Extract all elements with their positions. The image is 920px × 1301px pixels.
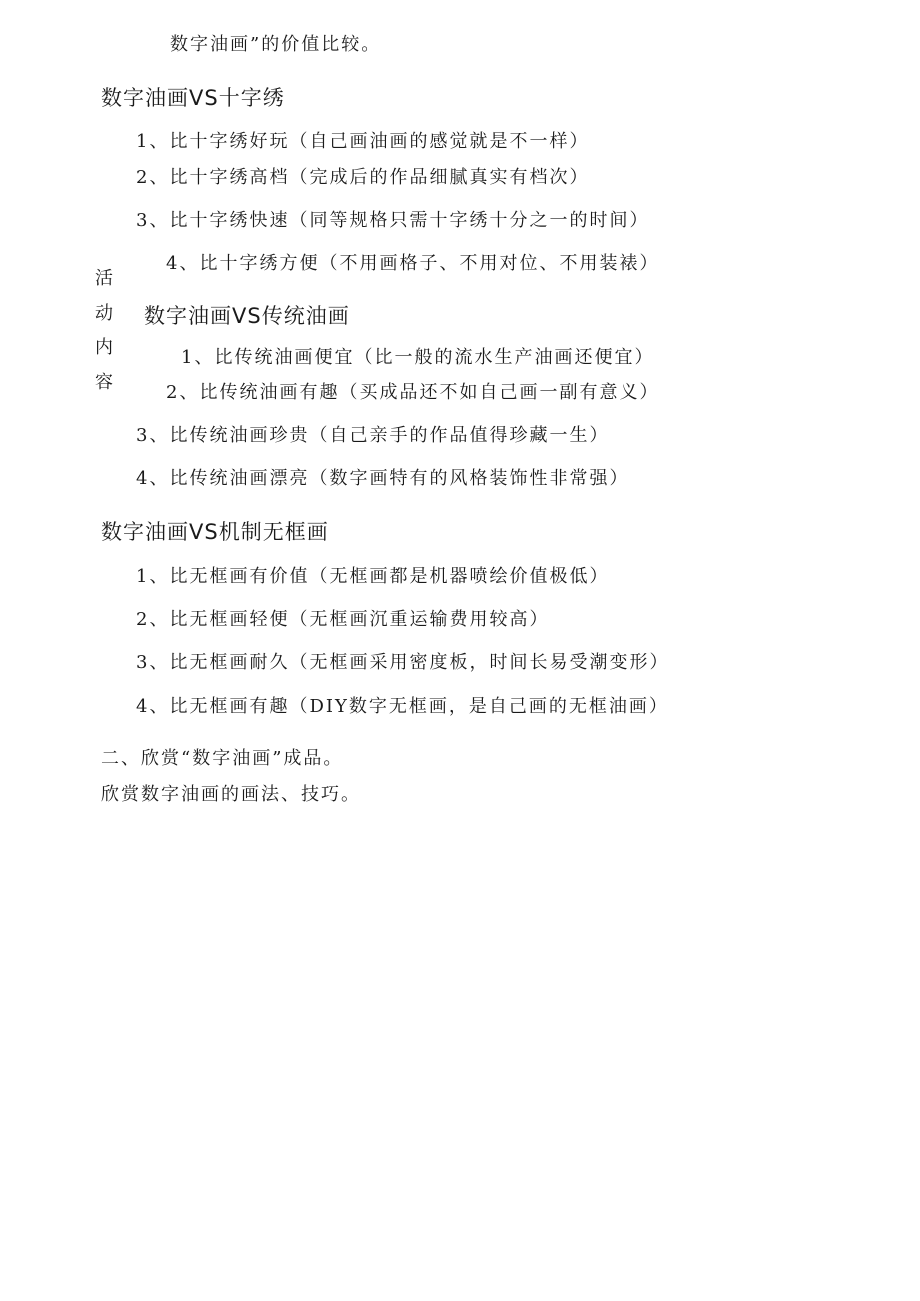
side-label-char: 活 bbox=[95, 268, 113, 289]
list-item: 1、比无框画有价值（无框画都是机器喷绘价值极低） bbox=[136, 566, 610, 587]
part-two-title: 二、欣赏“数字油画”成品。 bbox=[101, 748, 344, 769]
list-item: 4、比十字绣方便（不用画格子、不用对位、不用装裱） bbox=[166, 253, 660, 274]
list-item: 4、比无框画有趣（DIY数字无框画，是自己画的无框油画） bbox=[136, 696, 669, 717]
section-heading-traditional-oil: 数字油画VS传统油画 bbox=[144, 304, 350, 328]
list-item: 4、比传统油画漂亮（数字画特有的风格装饰性非常强） bbox=[136, 468, 630, 489]
activity-content-label bbox=[93, 262, 115, 400]
side-label-char: 内 bbox=[95, 337, 113, 358]
list-item: 1、比传统油画便宜（比一般的流水生产油画还便宜） bbox=[181, 347, 655, 368]
part-two-text: 欣赏数字油画的画法、技巧。 bbox=[101, 784, 361, 805]
section-heading-frameless: 数字油画VS机制无框画 bbox=[101, 520, 329, 544]
side-label-char: 动 bbox=[95, 302, 113, 324]
list-item: 2、比十字绣高档（完成后的作品细腻真实有档次） bbox=[136, 167, 590, 188]
side-label-char: 容 bbox=[95, 371, 113, 393]
list-item: 3、比十字绣快速（同等规格只需十字绣十分之一的时间） bbox=[136, 210, 650, 231]
intro-tail-line: 数字油画”的价值比较。 bbox=[170, 34, 382, 55]
list-item: 3、比传统油画珍贵（自己亲手的作品值得珍藏一生） bbox=[136, 425, 610, 446]
list-item: 2、比无框画轻便（无框画沉重运输费用较高） bbox=[136, 609, 550, 630]
list-item: 3、比无框画耐久（无框画采用密度板，时间长易受潮变形） bbox=[136, 652, 670, 673]
list-item: 1、比十字绣好玩（自己画油画的感觉就是不一样） bbox=[136, 131, 590, 152]
list-item: 2、比传统油画有趣（买成品还不如自己画一副有意义） bbox=[166, 382, 660, 403]
section-heading-cross-stitch: 数字油画VS十字绣 bbox=[101, 86, 285, 110]
